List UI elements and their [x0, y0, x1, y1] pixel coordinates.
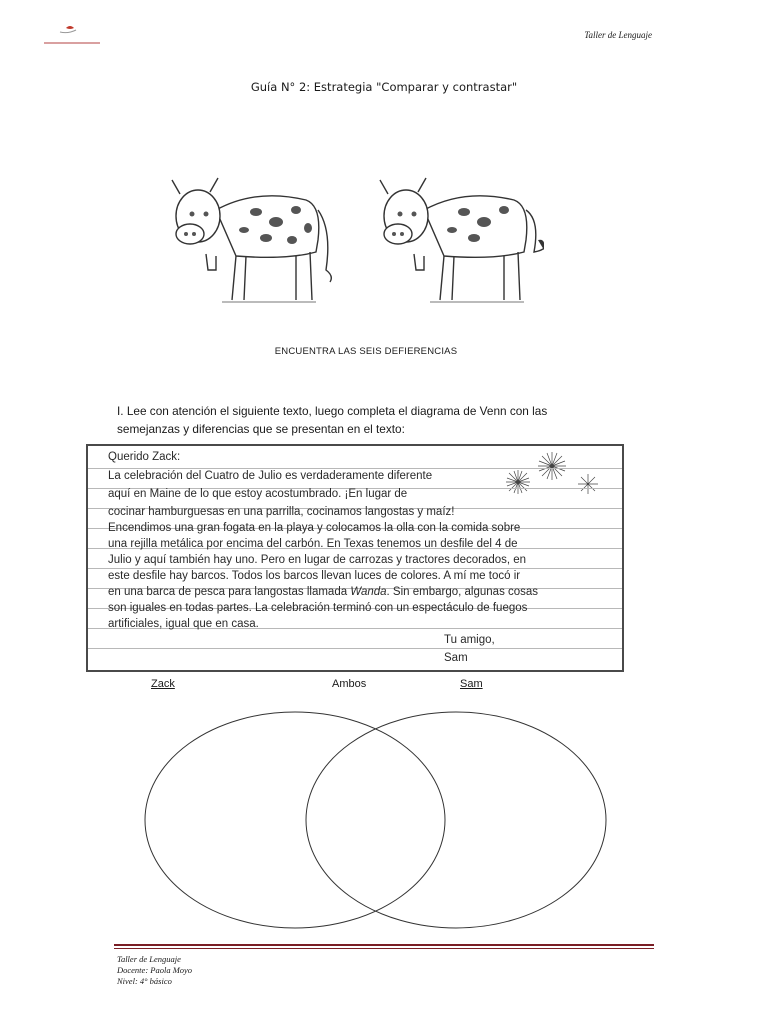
ruled-line — [88, 468, 622, 469]
venn-label-sam: Sam — [460, 678, 483, 690]
venn-circle-zack[interactable] — [145, 712, 445, 928]
venn-label-ambos: Ambos — [332, 678, 367, 690]
school-logo — [36, 18, 108, 52]
letter-line: en una barca de pesca para langostas llamada Wanda. Sin embargo, algunas cosas — [108, 586, 539, 598]
footer-course: Taller de Lenguaje — [117, 954, 181, 964]
cow-illustration-right — [374, 160, 544, 310]
instruction-line-2: semejanzas y diferencias que se presentan en el texto: — [117, 422, 405, 436]
footer-divider — [114, 944, 654, 946]
letter-line: son iguales en todas partes. La celebración terminó con un espectáculo de fuegos — [108, 602, 528, 614]
venn-diagram — [140, 708, 620, 932]
letter-line: artificiales, igual que en casa. — [108, 618, 259, 630]
cow-illustration-left — [166, 160, 336, 310]
letter-line: Encendimos una gran fogata en la playa y colocamos la olla con la comida sobre — [108, 522, 521, 534]
footer-divider-thin — [114, 948, 654, 949]
venn-circle-sam[interactable] — [306, 712, 606, 928]
ruled-line — [88, 568, 622, 569]
letter-line: cocinar hamburguesas en una parrilla, cocinamos langostas y maíz! — [108, 506, 455, 518]
letter-signature: Sam — [444, 652, 468, 664]
instruction-line-1: I. Lee con atención el siguiente texto, luego completa el diagrama de Venn con las — [117, 404, 548, 418]
letter-greeting: Querido Zack: — [108, 451, 181, 463]
spot-the-difference-illustration — [118, 114, 614, 398]
header-course-name: Taller de Lenguaje — [584, 30, 652, 40]
footer-teacher: Docente: Paola Moyo — [117, 965, 193, 975]
letter-text-box — [86, 444, 624, 672]
venn-label-zack: Zack — [151, 678, 175, 690]
letter-line: aquí en Maine de lo que estoy acostumbrado. ¡En lugar de — [108, 488, 408, 500]
letter-line: La celebración del Cuatro de Julio es verdaderamente diferente — [108, 470, 433, 482]
instruction-text — [117, 402, 637, 438]
footer-level: Nivel: 4° básico — [117, 976, 172, 986]
letter-closing: Tu amigo, — [444, 634, 495, 646]
fireworks-illustration — [496, 450, 606, 502]
ruled-line — [88, 648, 622, 649]
letter-line: este desfile hay barcos. Todos los barcos llevan luces de colores. A mí me tocó ir — [108, 570, 521, 582]
page-title: Guía N° 2: Estrategia "Comparar y contrastar" — [250, 80, 518, 94]
boat-name: Wanda — [350, 586, 387, 598]
illustration-caption: ENCUENTRA LAS SEIS DEFIERENCIAS — [274, 346, 458, 357]
letter-line: una rejilla metálica por encima del carbón. En Texas tenemos un desfile del 4 de — [108, 538, 518, 550]
letter-line: Julio y aquí también hay uno. Pero en lugar de carrozas y tractores decorados, en — [108, 554, 527, 566]
footer-info — [117, 954, 192, 987]
